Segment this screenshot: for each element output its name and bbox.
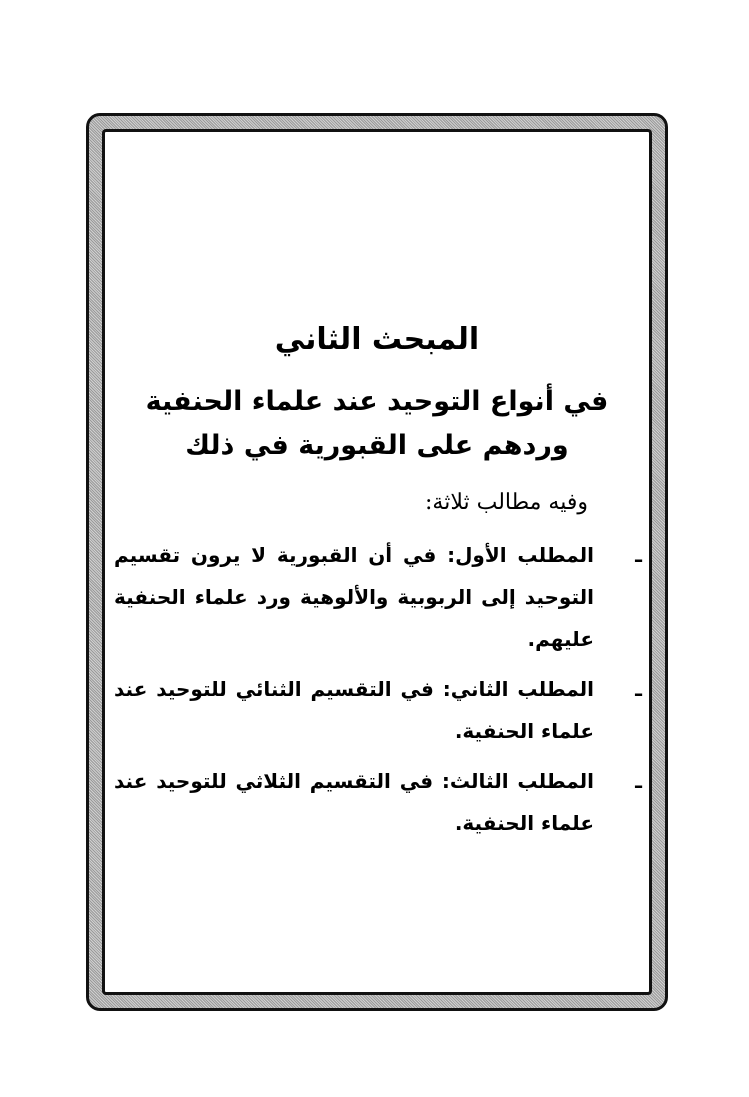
list-item-text: المطلب الثاني: في التقسيم الثنائي للتوحيد عند علماء الحنفية. <box>114 677 594 743</box>
intro-text: وفيه مطالب ثلاثة: <box>425 490 588 515</box>
section-title: المبحث الثاني <box>274 322 480 357</box>
subsection-list <box>104 534 650 852</box>
list-bullet: ـ <box>635 769 642 793</box>
list-bullet: ـ <box>635 677 642 701</box>
list-item <box>104 534 650 660</box>
list-item-text: المطلب الثالث: في التقسيم الثلاثي للتوحيد عند علماء الحنفية. <box>114 769 594 835</box>
list-item-text: المطلب الأول: في أن القبورية لا يرون تقسيم التوحيد إلى الربوبية والألوهية ورد علماء الحنفية عليهم. <box>114 543 594 651</box>
list-bullet: ـ <box>635 543 642 567</box>
section-subtitle-line-1: في أنواع التوحيد عند علماء الحنفية <box>145 386 609 417</box>
list-item <box>104 760 650 844</box>
list-item <box>104 668 650 752</box>
section-title-page <box>104 130 650 994</box>
section-subtitle-line-2: وردهم على القبورية في ذلك <box>185 430 569 461</box>
